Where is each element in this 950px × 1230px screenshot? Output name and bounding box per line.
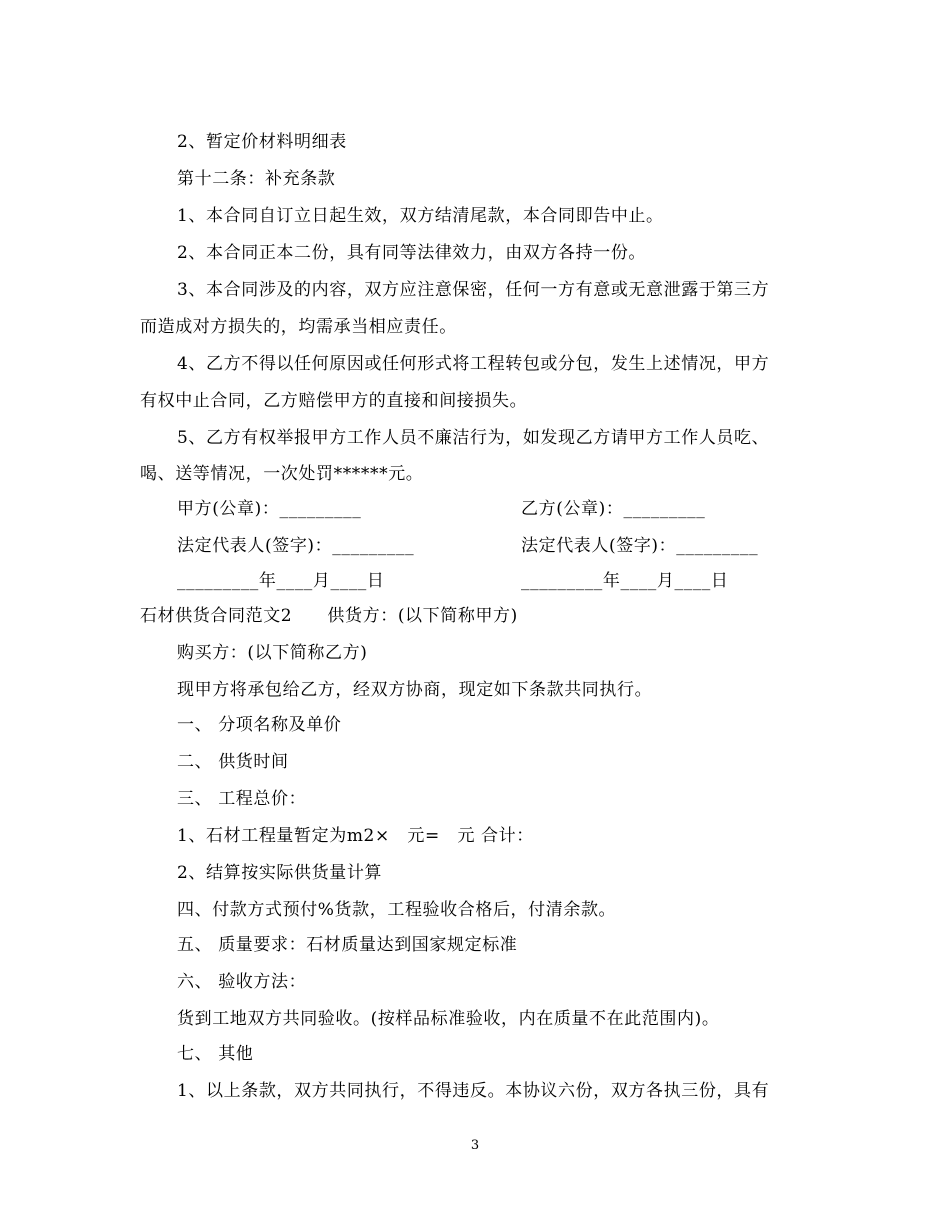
party-a-seal-field: 甲方(公章)：_________ <box>177 499 362 519</box>
section-heading: 一、 分项名称及单价 <box>177 715 342 735</box>
paragraph-line: 4、乙方不得以任何原因或任何形式将工程转包或分包，发生上述情况，甲方 <box>177 354 770 374</box>
paragraph-line: 2、暂定价材料明细表 <box>177 132 347 152</box>
section-heading: 四、付款方式预付%货款，工程验收合格后，付清余款。 <box>177 900 617 920</box>
party-a-date-field: _________年____月____日 <box>177 571 385 591</box>
paragraph-line: 购买方：(以下简称乙方) <box>177 643 368 663</box>
section-heading: 七、 其他 <box>177 1044 254 1064</box>
section-heading: 六、 验收方法： <box>177 972 307 992</box>
paragraph-line: 1、以上条款，双方共同执行，不得违反。本协议六份，双方各执三份，具有 <box>177 1081 770 1101</box>
paragraph-line: 2、本合同正本二份，具有同等法律效力，由双方各持一份。 <box>177 243 647 263</box>
section-heading: 二、 供货时间 <box>177 752 289 772</box>
page-number: 3 <box>470 1138 480 1153</box>
section-heading: 三、 工程总价： <box>177 789 307 809</box>
paragraph-line: 2、结算按实际供货量计算 <box>177 863 383 883</box>
paragraph-line: 货到工地双方共同验收。(按样品标准验收，内在质量不在此范围内)。 <box>177 1009 720 1029</box>
document-title-line: 石材供货合同范文2 供货方：(以下简称甲方) <box>140 606 518 626</box>
paragraph-line: 而造成对方损失的，均需承当相应责任。 <box>140 317 457 337</box>
section-heading: 第十二条：补充条款 <box>177 169 336 189</box>
paragraph-line: 5、乙方有权举报甲方工作人员不廉洁行为，如发现乙方请甲方工作人员吃、 <box>177 428 770 448</box>
party-a-representative-field: 法定代表人(签字)：_________ <box>177 536 415 556</box>
section-heading: 五、 质量要求：石材质量达到国家规定标准 <box>177 935 518 955</box>
paragraph-line: 3、本合同涉及的内容，双方应注意保密，任何一方有意或无意泄露于第三方 <box>177 280 770 300</box>
paragraph-line: 有权中止合同，乙方赔偿甲方的直接和间接损失。 <box>140 391 528 411</box>
party-b-representative-field: 法定代表人(签字)：_________ <box>521 536 759 556</box>
paragraph-line: 1、本合同自订立日起生效，双方结清尾款，本合同即告中止。 <box>177 206 664 226</box>
paragraph-line: 现甲方将承包给乙方，经双方协商，现定如下条款共同执行。 <box>177 680 653 700</box>
party-b-date-field: _________年____月____日 <box>521 571 729 591</box>
party-b-seal-field: 乙方(公章)：_________ <box>521 499 706 519</box>
paragraph-line: 1、石材工程量暂定为m2× 元= 元 合计： <box>177 826 534 846</box>
paragraph-line: 喝、送等情况，一次处罚******元。 <box>140 464 424 484</box>
